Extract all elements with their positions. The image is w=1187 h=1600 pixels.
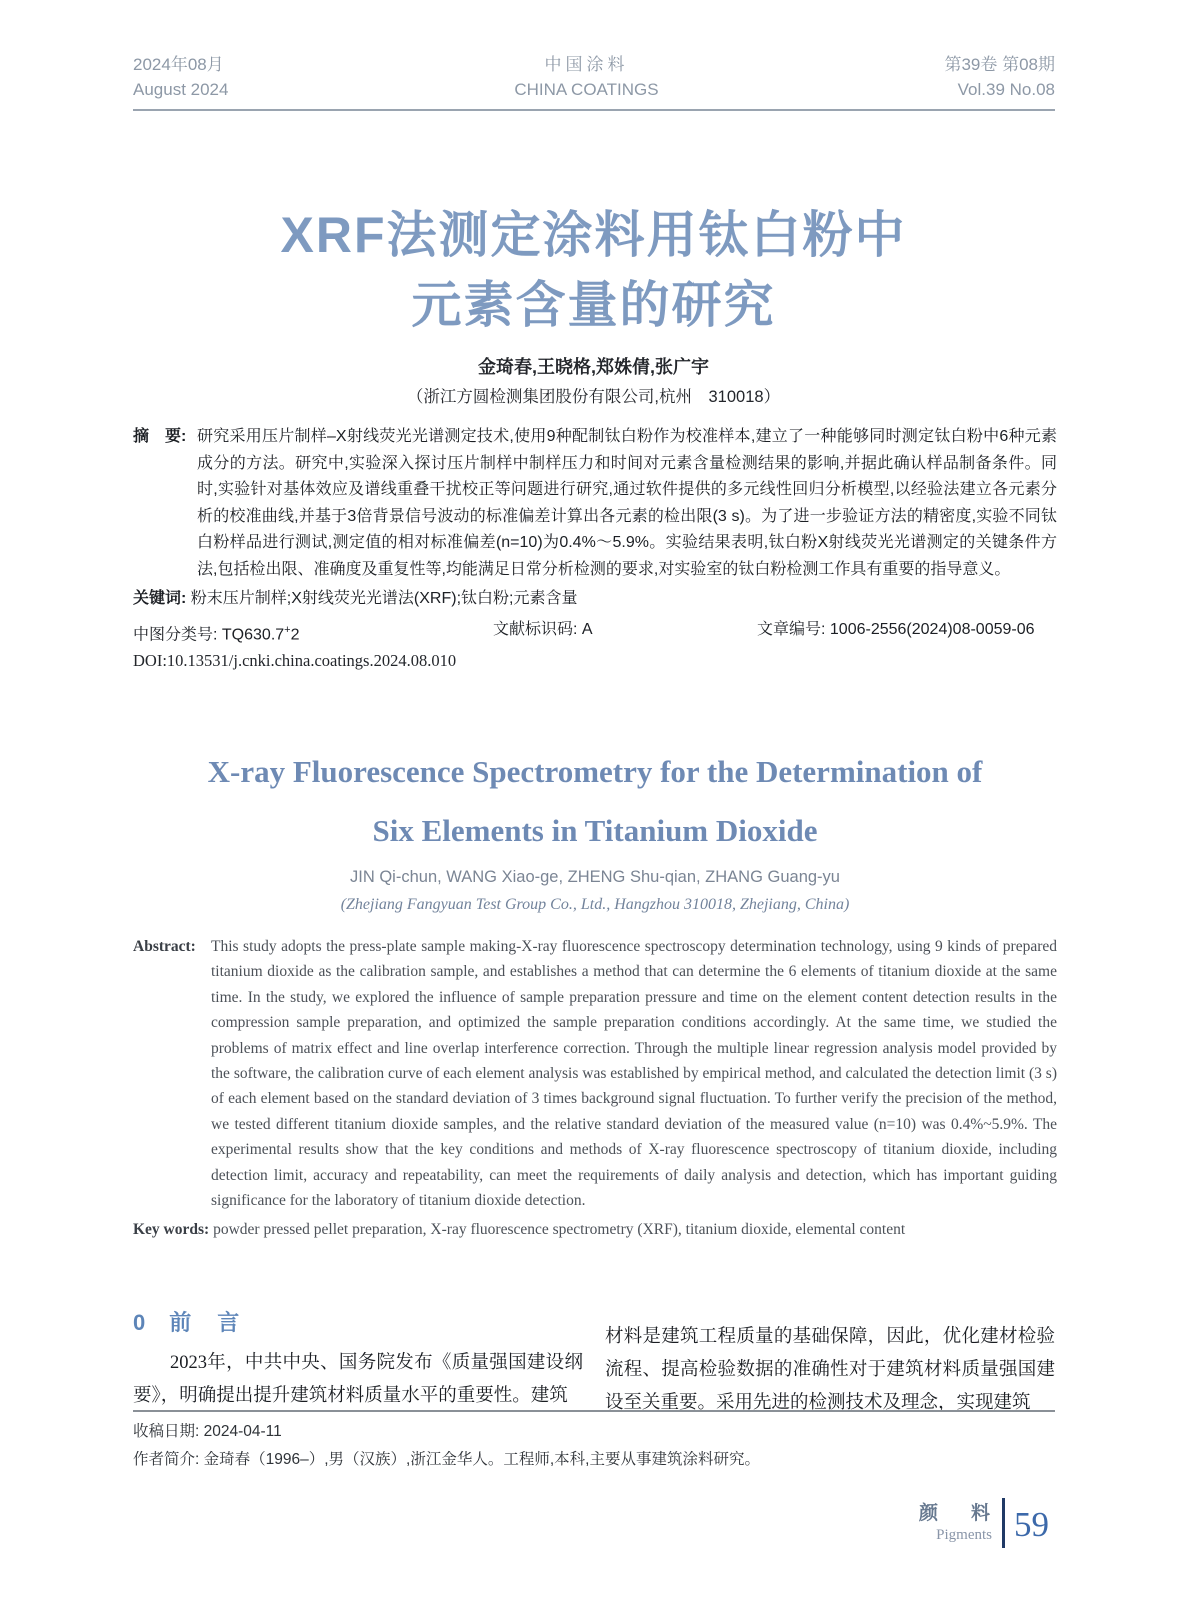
- abstract-cn-label: 摘 要:: [133, 428, 187, 445]
- header-issue-date: [133, 52, 228, 102]
- footer-category-cn: 颜 料: [918, 1503, 997, 1524]
- english-block: [133, 742, 1057, 1242]
- article-title-en-line2: Six Elements in Titanium Dioxide: [372, 813, 818, 848]
- received-date-label: 收稿日期:: [133, 1423, 200, 1440]
- volume-issue-cn: 第39卷 第08期: [944, 55, 1055, 74]
- article-number-label: 文章编号:: [757, 620, 826, 638]
- clc-value: TQ630.7: [221, 625, 285, 643]
- clc-superscript: +: [284, 623, 291, 636]
- journal-title-cn: 中国涂料: [544, 55, 629, 74]
- header-volume-issue: [944, 52, 1055, 102]
- intro-column-right: [605, 1308, 1055, 1420]
- header-divider: [133, 109, 1055, 111]
- abstract-cn: [133, 424, 1057, 583]
- clc-tail: 2: [290, 625, 300, 643]
- author-bio-label: 作者简介:: [133, 1451, 200, 1468]
- keywords-cn-text: 粉末压片制样;X射线荧光光谱法(XRF);钛白粉;元素含量: [190, 590, 578, 607]
- article-title-block: [0, 200, 1187, 409]
- abstract-en: [133, 934, 1057, 1213]
- issue-date-en: August 2024: [133, 80, 229, 99]
- keywords-en: [133, 1217, 1057, 1242]
- footer-category-en: Pigments: [936, 1527, 992, 1543]
- abstract-en-text: This study adopts the press-plate sample making-X-ray fluorescence spectroscopy determination technology, using 9 kinds of prepared titanium dioxide as the calibration sample, and establishes a method that can determine the 6 elements of titanium dioxide at the same time. In the study, we explored the influence of sample preparation pressure and time on the element content detection results in the compression sample preparation, and optimized the sample preparation conditions accordingly. At the same time, we studied the problems of matrix effect and line overlap interference correction. Through the multiple linear regression analysis model provided by the software, the calibration curve of each element analysis was established by empirical method, and calculated the detection limit (3 s) of each element based on the standard deviation of 3 times background signal fluctuation. To further verify the precision of the method, we tested different titanium dioxide samples, and the relative standard deviation of the measured value (n=10) was 0.4%~5.9%. The experimental results show that the key conditions and methods of X-ray fluorescence spectroscopy of titanium dioxide, including detection limit, accuracy and repeatability, can meet the requirements of daily analysis and detection, which has important guiding significance for the laboratory of titanium dioxide detection.: [211, 938, 1057, 1210]
- intro-column-left: [133, 1308, 583, 1420]
- volume-issue-en: Vol.39 No.08: [957, 80, 1055, 99]
- keywords-cn-label: 关键词:: [133, 590, 187, 607]
- article-number-value: 1006-2556(2024)08-0059-06: [829, 620, 1035, 638]
- article-number: [757, 617, 1035, 643]
- section-title: 前 言: [169, 1310, 242, 1335]
- affiliation-en: (Zhejiang Fangyuan Test Group Co., Ltd., Hangzhou 310018, Zhejiang, China): [340, 896, 850, 913]
- clc-label: 中图分类号:: [133, 625, 218, 643]
- received-date-value: 2024-04-11: [203, 1423, 282, 1440]
- doi: DOI:10.13531/j.cnki.china.coatings.2024.08.010: [133, 650, 457, 670]
- author-bio-value: 金琦春（1996–）,男（汉族）,浙江金华人。工程师,本科,主要从事建筑涂料研究。: [203, 1451, 760, 1468]
- intro-paragraph-right: 材料是建筑工程质量的基础保障，因此，优化建材检验流程、提高检验数据的准确性对于建筑材料质量强国建设至关重要。采用先进的检测技术及理念，实现建筑: [605, 1327, 1055, 1413]
- page-number: 59: [1014, 1505, 1049, 1544]
- affiliation-cn: （浙江方圆检测集团股份有限公司,杭州 310018）: [406, 388, 781, 406]
- author-bio-line: [133, 1448, 1055, 1472]
- chinese-meta-block: [133, 424, 1057, 673]
- page-footer: [919, 1498, 1049, 1548]
- footer-divider-bar: [1002, 1498, 1005, 1548]
- document-code-value: A: [581, 620, 593, 638]
- article-title-en: [133, 742, 1057, 860]
- journal-header: [133, 52, 1055, 102]
- classification-row: [133, 617, 1057, 643]
- received-date-line: [133, 1420, 1055, 1444]
- footer-category: [918, 1498, 997, 1548]
- abstract-en-label: Abstract:: [133, 938, 196, 955]
- document-code-label: 文献标识码:: [493, 620, 578, 638]
- clc-number: [133, 617, 300, 648]
- article-title-cn-line1: XRF法测定涂料用钛白粉中: [280, 207, 907, 263]
- intro-paragraph-left: 2023年，中共中央、国务院发布《质量强国建设纲要》，明确提出提升建筑材料质量水平的重要性。建筑: [133, 1353, 583, 1406]
- article-title-cn-line2: 元素含量的研究: [411, 277, 776, 333]
- keywords-cn: [133, 586, 1057, 613]
- footnote-block: [133, 1410, 1055, 1472]
- journal-title-en: CHINA COATINGS: [514, 80, 659, 99]
- introduction-section: [133, 1308, 1055, 1420]
- keywords-en-label: Key words:: [133, 1221, 210, 1239]
- authors-en: JIN Qi-chun, WANG Xiao-ge, ZHENG Shu-qian, ZHANG Guang-yu: [350, 868, 840, 886]
- document-code: [493, 617, 593, 643]
- abstract-cn-text: 研究采用压片制样–X射线荧光光谱测定技术,使用9种配制钛白粉作为校准样本,建立了一种能够同时测定钛白粉中6种元素成分的方法。研究中,实验深入探讨压片制样中制样压力和时间对元素含量检测结果的影响,并据此确认样品制备条件。同时,实验针对基体效应及谱线重叠干扰校正等问题进行研究,通过软件提供的多元线性回归分析模型,以经验法建立各元素分析的校准曲线,并基于3倍背景信号波动的标准偏差计算出各元素的检出限(3 s)。为了进一步验证方法的精密度,实验不同钛白粉样品进行测试,测定值的相对标准偏差(n=10)为0.4%～5.9%。实验结果表明,钛白粉X射线荧光光谱测定的关键条件方法,包括检出限、准确度及重复性等,均能满足日常分析检测的要求,对实验室的钛白粉检测工作具有重要的指导意义。: [197, 428, 1057, 578]
- keywords-en-text: powder pressed pellet preparation, X-ray fluorescence spectrometry (XRF), titanium dioxide, elemental content: [213, 1221, 906, 1239]
- article-title-cn: [0, 200, 1187, 340]
- section-heading: [133, 1308, 583, 1338]
- header-journal-title: [514, 52, 658, 102]
- authors-cn: 金琦春,王晓格,郑姝倩,张广宇: [477, 357, 709, 377]
- section-number: 0: [133, 1310, 146, 1335]
- issue-date-cn: 2024年08月: [133, 55, 224, 74]
- article-title-en-line1: X-ray Fluorescence Spectrometry for the Determination of: [207, 754, 983, 789]
